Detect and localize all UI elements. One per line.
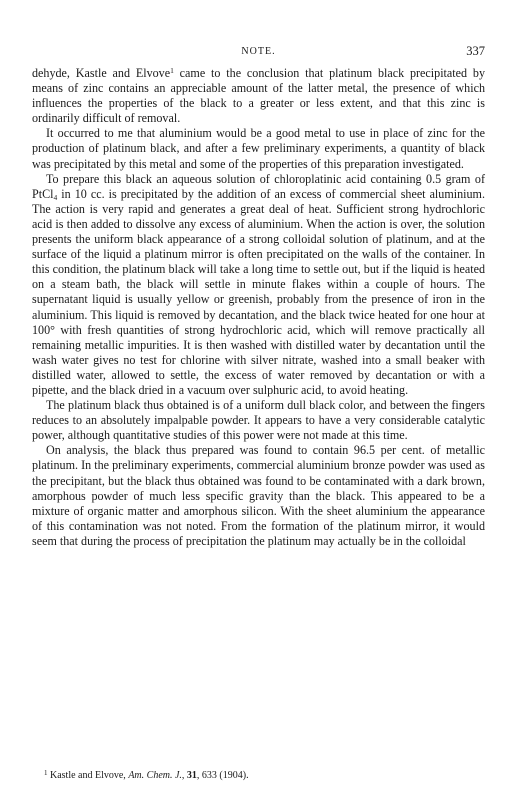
paragraph-1 (32, 66, 485, 126)
body-text (32, 66, 485, 549)
formula-subscript: 4 (53, 192, 58, 202)
running-head: NOTE. (241, 46, 276, 57)
paragraph-3-text-a: To prepare this black an aqueous solution of chloroplatinic acid containing 0.5 gram of PtCl (32, 171, 485, 201)
paragraph-1-text-b: came to the conclusion that platinum black precipitated by means of zinc contains an appreciable amount of the latter metal, the presence of which influences the properties of the black to a greater or less extent, and that this zinc is ordinarily difficult of removal. (32, 66, 485, 126)
footnote-mark: 1 (44, 769, 48, 777)
paragraph-3 (32, 172, 485, 398)
footnote-separator: , (181, 770, 187, 781)
footnote-reference: 1 (170, 66, 174, 75)
paragraph-1-text-a: dehyde, Kastle and Elvove (32, 66, 171, 80)
footnote-authors: Kastle and Elvove, (47, 770, 129, 781)
footnote-volume: 31 (186, 770, 197, 781)
footnote-pages: , 633 (1904). (196, 770, 249, 781)
page-header (0, 44, 517, 60)
page-number: 337 (466, 44, 485, 58)
paragraph-5: On analysis, the black thus prepared was found to contain 96.5 per cent. of metallic platinum. In the preliminary experiments, commercial aluminium bronze powder was used as the precipitant, but the black thus obtained was found to be contaminated with a dark brown, amorphous powder of much less specific gravity than the black. This appeared to be a mixture of organic matter and amorphous silicon. With the sheet aluminium the appearance of this contamination was not noted. From the formation of the platinum mirror, it would seem that during the process of precipitation the platinum may actually be in the colloidal (32, 443, 485, 548)
paragraph-3-text-b: in 10 cc. is precipitated by the addition of an excess of commercial sheet aluminium. The action is very rapid and generates a great deal of heat. Sufficient strong hydrochloric acid is then added to dissolve any excess of aluminium. When the action is over, the solution presents the uniform black appearance of a strong colloidal solution of platinum, and at the surface of the liquid a platinum mirror is often precipitated on the walls of the container. In this condition, the platinum black will take a long time to settle out, but if the liquid is heated on a steam bath, the black will settle in minute flakes within a couple of hours. The supernatant liquid is usually yellow or greenish, probably from the presence of iron in the aluminium. This liquid is removed by decantation, and the black twice heated for one hour at 100° with fresh quantities of strong hydrochloric acid, which will remove practically all remaining metallic impurities. It is then washed with distilled water by decantation until the wash water gives no test for chlorine with silver nitrate, washed into a small beaker with distilled water, allowed to settle, the excess of water removed by decantation or with a pipette, and the black dried in a vacuum over sulphuric acid, to avoid heating. (32, 186, 485, 397)
paragraph-4: The platinum black thus obtained is of a uniform dull black color, and between the fingers reduces to an absolutely impalpable powder. It appears to have a very considerable catalytic power, although quantitative studies of this power were not made at this time. (32, 398, 485, 443)
footnote-journal: Am. Chem. J. (128, 770, 182, 781)
paragraph-2: It occurred to me that aluminium would be a good metal to use in place of zinc for the production of platinum black, and after a few preliminary experiments, a quantity of black was precipitated by this metal and some of the properties of this preparation investigated. (32, 126, 485, 171)
footnote (32, 770, 485, 782)
